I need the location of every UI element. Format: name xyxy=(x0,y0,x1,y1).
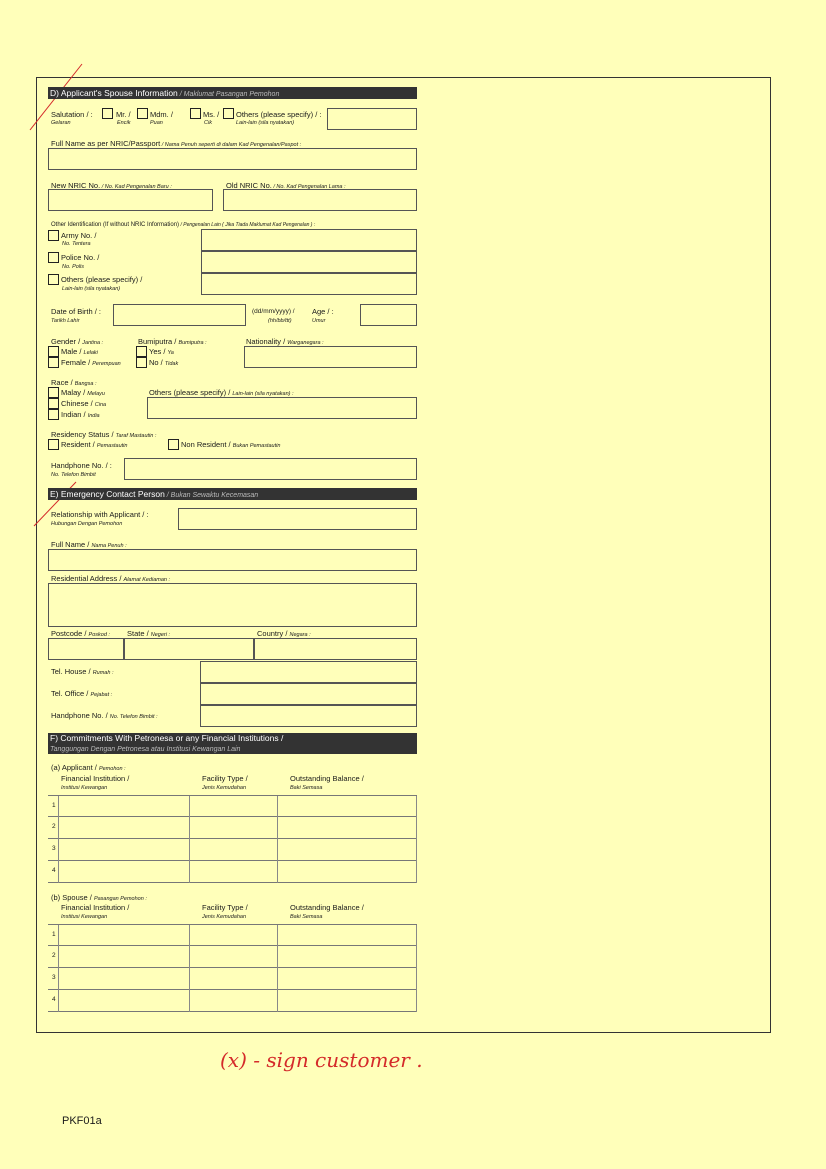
others-salutation-checkbox[interactable] xyxy=(223,108,234,119)
spouse-full-name-input[interactable] xyxy=(48,148,417,170)
new-nric-input[interactable] xyxy=(48,189,213,211)
section-d-header: D) Applicant's Spouse Information / Maklumat Pasangan Pemohon xyxy=(48,87,417,99)
ms-checkbox[interactable] xyxy=(190,108,201,119)
relationship-input[interactable] xyxy=(178,508,417,530)
section-e-header: E) Emergency Contact Person / Bukan Sewaktu Kecemasan xyxy=(48,488,417,500)
cell-divider xyxy=(189,990,190,1012)
country-input[interactable] xyxy=(254,638,417,660)
row-number: 4 xyxy=(52,867,56,874)
table-row[interactable] xyxy=(48,946,417,968)
others-id-checkbox[interactable] xyxy=(48,274,59,285)
dob-label: Date of Birth / : xyxy=(51,307,102,316)
emergency-full-name-input[interactable] xyxy=(48,549,417,571)
race-label: Race / Bangsa : xyxy=(51,378,97,387)
old-nric-label: Old NRIC No. / No. Kad Pengenalan Lama : xyxy=(226,181,346,190)
tel-office-label: Tel. Office / Pejabat : xyxy=(51,689,113,698)
cell-divider xyxy=(416,861,417,883)
row-number: 2 xyxy=(52,823,56,830)
cell-divider xyxy=(189,968,190,990)
form-code: PKF01a xyxy=(62,1115,102,1127)
state-label: State / Negeri : xyxy=(127,629,171,638)
cell-divider xyxy=(277,990,278,1012)
relationship-label: Relationship with Applicant / : xyxy=(51,510,149,519)
table-row[interactable] xyxy=(48,924,417,946)
cell-divider xyxy=(416,990,417,1012)
others-id-input[interactable] xyxy=(201,273,417,295)
cell-divider xyxy=(58,946,59,968)
spouse-commitments-table xyxy=(48,924,417,1013)
postcode-label: Postcode / Poskod : xyxy=(51,629,110,638)
spouse-handphone-label: Handphone No. / : xyxy=(51,461,112,470)
cell-divider xyxy=(189,925,190,947)
dob-input[interactable] xyxy=(113,304,246,326)
table-row[interactable] xyxy=(48,817,417,839)
nationality-input[interactable] xyxy=(244,346,417,368)
mr-checkbox[interactable] xyxy=(102,108,113,119)
cell-divider xyxy=(416,968,417,990)
race-others-input[interactable] xyxy=(147,397,417,419)
tel-office-input[interactable] xyxy=(200,683,417,705)
police-no-input[interactable] xyxy=(201,251,417,273)
cell-divider xyxy=(189,796,190,818)
residency-label: Residency Status / Taraf Mastautin : xyxy=(51,430,157,439)
cell-divider xyxy=(277,968,278,990)
cell-divider xyxy=(277,817,278,839)
row-number: 2 xyxy=(52,952,56,959)
cell-divider xyxy=(416,925,417,947)
residential-address-input[interactable] xyxy=(48,583,417,627)
army-checkbox[interactable] xyxy=(48,230,59,241)
cell-divider xyxy=(416,946,417,968)
row-number: 3 xyxy=(52,974,56,981)
police-checkbox[interactable] xyxy=(48,252,59,263)
male-checkbox[interactable] xyxy=(48,346,59,357)
country-label: Country / Negara : xyxy=(257,629,311,638)
table-row[interactable] xyxy=(48,990,417,1012)
old-nric-input[interactable] xyxy=(223,189,417,211)
state-input[interactable] xyxy=(124,638,254,660)
bumi-no-checkbox[interactable] xyxy=(136,357,147,368)
applicant-commitments-table xyxy=(48,795,417,884)
cell-divider xyxy=(189,839,190,861)
table-row[interactable] xyxy=(48,861,417,883)
cell-divider xyxy=(58,861,59,883)
cell-divider xyxy=(277,796,278,818)
row-number: 1 xyxy=(52,931,56,938)
cell-divider xyxy=(416,839,417,861)
cell-divider xyxy=(416,796,417,818)
bumiputra-label: Bumiputra / Bumiputra : xyxy=(138,337,207,346)
cell-divider xyxy=(58,839,59,861)
malay-checkbox[interactable] xyxy=(48,387,59,398)
cell-divider xyxy=(189,817,190,839)
row-number: 3 xyxy=(52,845,56,852)
age-input[interactable] xyxy=(360,304,417,326)
spouse-handphone-input[interactable] xyxy=(124,458,417,480)
salutation-label: Salutation / : xyxy=(51,110,93,119)
postcode-input[interactable] xyxy=(48,638,124,660)
table-row[interactable] xyxy=(48,795,417,817)
age-label: Age / : xyxy=(312,307,334,316)
emergency-handphone-label: Handphone No. / No. Telefon Bimbit : xyxy=(51,711,158,720)
non-resident-checkbox[interactable] xyxy=(168,439,179,450)
cell-divider xyxy=(277,925,278,947)
bumi-yes-checkbox[interactable] xyxy=(136,346,147,357)
address-label: Residential Address / Alamat Kediaman : xyxy=(51,574,171,583)
emergency-handphone-input[interactable] xyxy=(200,705,417,727)
applicant-commitments-label: (a) Applicant / Pemohon : xyxy=(51,763,126,772)
cell-divider xyxy=(277,839,278,861)
resident-checkbox[interactable] xyxy=(48,439,59,450)
cell-divider xyxy=(58,817,59,839)
new-nric-label: New NRIC No. / No. Kad Pengenalan Baru : xyxy=(51,181,172,190)
cell-divider xyxy=(277,861,278,883)
gender-label: Gender / Jantina : xyxy=(51,337,104,346)
row-number: 4 xyxy=(52,996,56,1003)
table-row[interactable] xyxy=(48,839,417,861)
cell-divider xyxy=(58,990,59,1012)
indian-checkbox[interactable] xyxy=(48,409,59,420)
full-name-label: Full Name as per NRIC/Passport / Nama Penuh seperti di dalam Kad Pengenalan/Paspot : xyxy=(51,139,302,148)
army-no-input[interactable] xyxy=(201,229,417,251)
female-checkbox[interactable] xyxy=(48,357,59,368)
spouse-commitments-label: (b) Spouse / Pasangan Pemohon : xyxy=(51,893,147,902)
tel-house-label: Tel. House / Rumah : xyxy=(51,667,114,676)
handwritten-annotation: (x) - sign customer . xyxy=(220,1048,423,1072)
mdm-checkbox[interactable] xyxy=(137,108,148,119)
nationality-label: Nationality / Warganegara : xyxy=(246,337,324,346)
salutation-others-input[interactable] xyxy=(327,108,417,130)
cell-divider xyxy=(277,946,278,968)
cell-divider xyxy=(58,968,59,990)
other-id-label: Other Identification (If without NRIC Information) / Pengenalan Lain ( Jika Tiada Maklumat Kad Pengenalan ) : xyxy=(51,222,316,228)
table-row[interactable] xyxy=(48,968,417,990)
cell-divider xyxy=(58,796,59,818)
tel-house-input[interactable] xyxy=(200,661,417,683)
cell-divider xyxy=(58,925,59,947)
cell-divider xyxy=(189,946,190,968)
cell-divider xyxy=(416,817,417,839)
race-others-label: Others (please specify) / Lain-lain (sila nyatakan) : xyxy=(149,388,294,397)
chinese-checkbox[interactable] xyxy=(48,398,59,409)
emergency-name-label: Full Name / Nama Penuh : xyxy=(51,540,127,549)
row-number: 1 xyxy=(52,802,56,809)
cell-divider xyxy=(189,861,190,883)
section-f-header: F) Commitments With Petronesa or any Financial Institutions / Tanggungan Dengan Petronesa atau Institusi Kewangan Lain xyxy=(48,733,417,754)
